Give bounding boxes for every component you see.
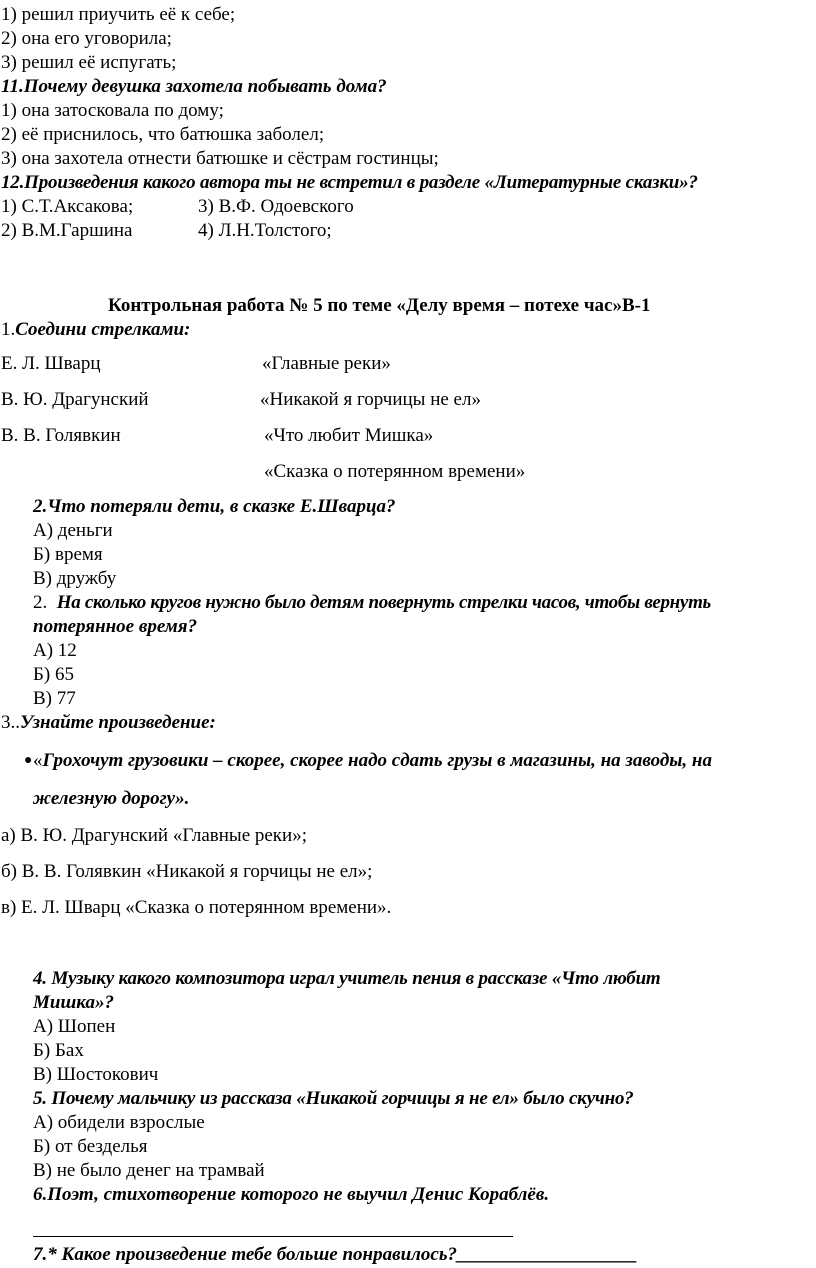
answer-option: Б) 65 xyxy=(33,664,74,685)
work-item: «Что любит Мишка» xyxy=(264,425,434,446)
question-11: 11.Почему девушка захотела побывать дома? xyxy=(1,76,387,97)
answer-option: В) Шостокович xyxy=(33,1064,159,1085)
question-3 xyxy=(1,711,216,735)
work-item: «Никакой я горчицы не ел» xyxy=(260,389,481,410)
answer-option: А) Шопен xyxy=(33,1016,116,1037)
work-item: «Сказка о потерянном времени» xyxy=(264,461,526,482)
answer-option: А) 12 xyxy=(33,640,77,661)
work-item: «Главные реки» xyxy=(262,353,391,374)
answer-option: А) деньги xyxy=(33,520,113,541)
answer-option: А) обидели взрослые xyxy=(33,1112,205,1133)
question-4: 4. Музыку какого композитора играл учитель пения в рассказе «Что любит xyxy=(33,968,661,989)
answer-line: 2) В.М.Гаршина xyxy=(1,220,133,241)
answer-option: В) не было денег на трамвай xyxy=(33,1160,265,1181)
answer-line: 2) её приснилось, что батюшка заболел; xyxy=(1,124,325,145)
answer-line: 1) С.Т.Аксакова; xyxy=(1,196,134,217)
answer-option: б) В. В. Голявкин «Никакой я горчицы не ел»; xyxy=(1,861,373,882)
bullet-icon: ● xyxy=(24,753,33,768)
author-item: В. Ю. Драгунский xyxy=(1,389,149,410)
quote-mark: « xyxy=(33,750,43,771)
question-number: 1. xyxy=(1,319,16,340)
question-number: 3.. xyxy=(1,712,20,733)
answer-line: 3) она захотела отнести батюшке и сёстрам гостинцы; xyxy=(1,148,439,169)
answer-option: Б) Бах xyxy=(33,1040,84,1061)
question-5: 5. Почему мальчику из рассказа «Никакой горчицы я не ел» было скучно? xyxy=(33,1088,634,1109)
test-title: Контрольная работа № 5 по теме «Делу время – потехе час»В-1 xyxy=(108,295,651,316)
quote-line xyxy=(33,749,712,773)
answer-line: 3) решил её испугать; xyxy=(1,52,177,73)
answer-option: в) Е. Л. Шварц «Сказка о потерянном времени». xyxy=(1,897,392,918)
answer-option: Б) от безделья xyxy=(33,1136,148,1157)
author-item: Е. Л. Шварц xyxy=(1,353,101,374)
answer-line: 1) решил приучить её к себе; xyxy=(1,4,236,25)
answer-option: В) дружбу xyxy=(33,568,117,589)
answer-line: 2) она его уговорила; xyxy=(1,28,172,49)
answer-underline xyxy=(33,1236,513,1237)
question-12: 12.Произведения какого автора ты не встретил в разделе «Литературные сказки»? xyxy=(1,172,698,193)
quote-line-cont: железную дорогу». xyxy=(33,788,190,809)
answer-option: а) В. Ю. Драгунский «Главные реки»; xyxy=(1,825,307,846)
question-7: 7.* Какое произведение тебе больше понравилось?___________________ xyxy=(33,1244,638,1265)
question-text: На сколько кругов нужно было детям повернуть стрелки часов, чтобы вернуть xyxy=(56,592,711,613)
question-1 xyxy=(1,318,190,342)
question-2b xyxy=(33,591,711,615)
answer-option: Б) время xyxy=(33,544,103,565)
answer-line: 3) В.Ф. Одоевского xyxy=(198,196,354,217)
answer-line: 4) Л.Н.Толстого; xyxy=(198,220,332,241)
quote-text: Грохочут грузовики – скорее, скорее надо сдать грузы в магазины, на заводы, на xyxy=(42,750,712,771)
question-4-cont: Мишка»? xyxy=(33,992,114,1013)
question-6: 6.Поэт, стихотворение которого не выучил Денис Кораблёв. xyxy=(33,1184,550,1205)
question-number: 2. xyxy=(33,592,48,613)
question-text: Узнайте произведение: xyxy=(20,712,216,733)
question-text-cont: потерянное время? xyxy=(33,616,198,637)
question-text: Соедини стрелками: xyxy=(15,319,191,340)
answer-option: В) 77 xyxy=(33,688,76,709)
answer-line: 1) она затосковала по дому; xyxy=(1,100,224,121)
question-2: 2.Что потеряли дети, в сказке Е.Шварца? xyxy=(33,496,396,517)
author-item: В. В. Голявкин xyxy=(1,425,121,446)
